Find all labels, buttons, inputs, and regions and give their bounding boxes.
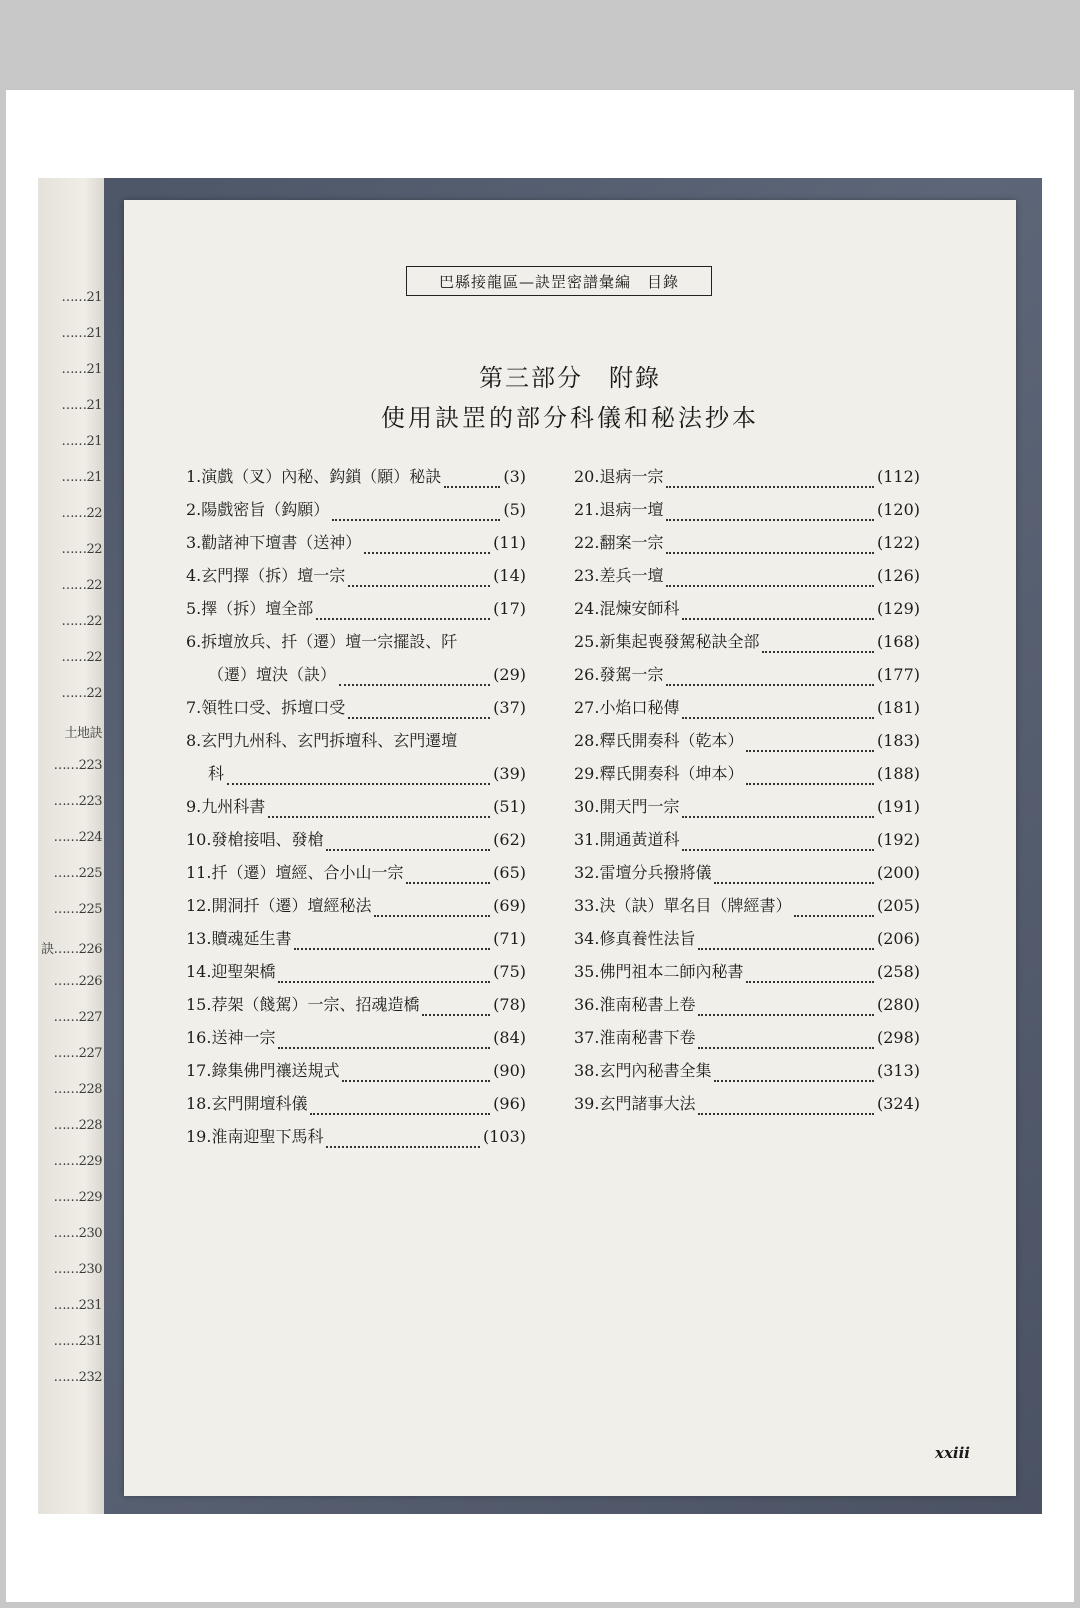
toc-entry-number: 10. (186, 830, 212, 849)
toc-entry-page: (192) (876, 830, 920, 849)
toc-entry-page: (39) (493, 764, 526, 783)
prev-page-entry: ……22 (61, 578, 102, 593)
prev-page-entry: ……22 (61, 650, 102, 665)
toc-entry-title: 拆壇放兵、扦（遷）壇一宗擺設、阡 (201, 632, 458, 651)
toc-entry-title: 玄門內秘書全集 (599, 1061, 712, 1080)
toc-entry-number: 17. (186, 1061, 212, 1080)
toc-entry-number: 29. (574, 764, 600, 783)
leader-dots (444, 486, 500, 488)
toc-entry-page: (75) (493, 962, 526, 981)
toc-entry-page: (96) (493, 1094, 526, 1113)
toc-entry-number: 12. (186, 896, 212, 915)
leader-dots (326, 1146, 480, 1148)
toc-entry (186, 629, 526, 662)
toc-entry-page: (65) (493, 863, 526, 882)
leader-dots (666, 585, 874, 587)
prev-page-entry: ……227 (53, 1010, 102, 1025)
toc-entry-number: 13. (186, 929, 212, 948)
toc-entry-title: 錄集佛門禳送規式 (211, 1061, 340, 1080)
toc-entry-title: 淮南秘書上卷 (599, 995, 696, 1014)
prev-page-entry: ……230 (53, 1226, 102, 1241)
toc-entry-number: 16. (186, 1028, 212, 1047)
toc-entry (574, 695, 920, 728)
toc-entry-page: (122) (876, 533, 920, 552)
toc-entry-title: 玄門九州科、玄門拆壇科、玄門遷壇 (201, 731, 458, 750)
leader-dots (278, 981, 490, 983)
leader-dots (682, 849, 874, 851)
toc-entry (574, 497, 920, 530)
prev-page-entry: ……223 (53, 794, 102, 809)
toc-entry-page: (200) (876, 863, 920, 882)
leader-dots (714, 1080, 874, 1082)
toc-entry-title: 新集起喪發駕秘訣全部 (599, 632, 760, 651)
toc-entry (574, 926, 920, 959)
toc-entry (574, 596, 920, 629)
toc-entry (186, 728, 526, 761)
toc-entry-title: 陽戲密旨（鈎願） (201, 500, 330, 519)
toc-entry-title: 佛門祖本二師內秘書 (599, 962, 744, 981)
prev-page-entry: ……22 (61, 614, 102, 629)
prev-page-entry: 土地訣 (64, 726, 102, 741)
prev-page-entry: ……22 (61, 542, 102, 557)
toc-entry-title: 玄門擇（拆）壇一宗 (201, 566, 346, 585)
prev-page-entry: ……231 (53, 1334, 102, 1349)
toc-entry-title: 釋氏開奏科（乾本） (599, 731, 744, 750)
toc-right-column (574, 464, 920, 1124)
page-number: xxiii (935, 1444, 970, 1462)
toc-entry-page: (103) (482, 1127, 526, 1146)
toc-entry-number: 19. (186, 1127, 212, 1146)
prev-page-entry: ……223 (53, 758, 102, 773)
prev-page-entry: ……21 (61, 470, 102, 485)
toc-entry (186, 695, 526, 728)
toc-entry-title: 釋氏開奏科（坤本） (599, 764, 744, 783)
toc-entry-title: 迎聖架橋 (211, 962, 276, 981)
leader-dots (342, 1080, 490, 1082)
toc-entry-title: （遷）壇決（訣） (208, 665, 337, 684)
leader-dots (746, 783, 874, 785)
prev-page-entry: ……22 (61, 686, 102, 701)
toc-entry-title: 退病一宗 (599, 467, 664, 486)
leader-dots (666, 519, 874, 521)
prev-page-entry: ……229 (53, 1190, 102, 1205)
toc-entry-title: 雷壇分兵撥將儀 (599, 863, 712, 882)
toc-entry-title: 開洞扦（遷）壇經秘法 (211, 896, 372, 915)
toc-entry-page: (112) (876, 467, 920, 486)
previous-page-edge (38, 178, 104, 1514)
toc-entry-number: 33. (574, 896, 600, 915)
toc-entry-page: (258) (876, 962, 920, 981)
toc-entry-page: (3) (503, 467, 526, 486)
leader-dots (326, 849, 490, 851)
leader-dots (406, 882, 490, 884)
toc-entry-title: 淮南迎聖下馬科 (211, 1127, 324, 1146)
toc-entry (574, 629, 920, 662)
toc-entry-title: 淮南秘書下卷 (599, 1028, 696, 1047)
book-photo (38, 178, 1042, 1514)
prev-page-entry: ……226 (53, 974, 102, 989)
toc-entry-title: 勸諸神下壇書（送神） (201, 533, 362, 552)
toc-entry-number: 3. (186, 533, 202, 552)
toc-entry-number: 39. (574, 1094, 600, 1113)
toc-entry-page: (37) (493, 698, 526, 717)
leader-dots (666, 486, 874, 488)
toc-entry (186, 761, 526, 794)
toc-entry-number: 30. (574, 797, 600, 816)
toc-entry-number: 9. (186, 797, 202, 816)
toc-entry-number: 35. (574, 962, 600, 981)
toc-entry-page: (191) (876, 797, 920, 816)
toc-entry-title: 混煉安師科 (599, 599, 680, 618)
prev-page-entry: ……228 (53, 1118, 102, 1133)
toc-entry-page: (280) (876, 995, 920, 1014)
toc-entry-title: 送神一宗 (211, 1028, 276, 1047)
toc-entry-title: 玄門諸事大法 (599, 1094, 696, 1113)
toc-entry-number: 25. (574, 632, 600, 651)
toc-entry-page: (206) (876, 929, 920, 948)
toc-entry-title: 贖魂延生書 (211, 929, 292, 948)
leader-dots (374, 915, 490, 917)
toc-entry (574, 563, 920, 596)
leader-dots (746, 750, 874, 752)
toc-entry (186, 662, 526, 695)
toc-entry (574, 1058, 920, 1091)
leader-dots (364, 552, 490, 554)
toc-entry-number: 23. (574, 566, 600, 585)
part-subtitle: 使用訣罡的部分科儀和秘法抄本 (381, 404, 759, 432)
toc-entry-number: 28. (574, 731, 600, 750)
toc-entry (186, 464, 526, 497)
toc-entry (574, 992, 920, 1025)
leader-dots (714, 882, 874, 884)
toc-entry-number: 11. (186, 863, 212, 882)
toc-entry-number: 1. (186, 467, 202, 486)
toc-entry (574, 1091, 920, 1124)
toc-entry-page: (181) (876, 698, 920, 717)
toc-entry-page: (126) (876, 566, 920, 585)
leader-dots (294, 948, 490, 950)
toc-entry-title: 發槍接唱、發槍 (211, 830, 324, 849)
toc-entry-number: 24. (574, 599, 600, 618)
leader-dots (227, 783, 490, 785)
toc-entry-title: 差兵一壇 (599, 566, 664, 585)
toc-entry-page: (90) (493, 1061, 526, 1080)
toc-entry-number: 8. (186, 731, 202, 750)
toc-entry-page: (183) (876, 731, 920, 750)
prev-page-entry: ……225 (53, 866, 102, 881)
toc-entry-number: 38. (574, 1061, 600, 1080)
prev-page-entry: ……21 (61, 326, 102, 341)
prev-page-entry: ……21 (61, 362, 102, 377)
toc-entry (186, 794, 526, 827)
toc-entry-title: 領牲口受、拆壇口受 (201, 698, 346, 717)
toc-entry (186, 497, 526, 530)
toc-entry (186, 563, 526, 596)
toc-entry (186, 959, 526, 992)
toc-entry-page: (313) (876, 1061, 920, 1080)
leader-dots (682, 816, 874, 818)
prev-page-entry: ……232 (53, 1370, 102, 1385)
toc-entry-number: 22. (574, 533, 600, 552)
toc-entry (574, 860, 920, 893)
leader-dots (698, 1047, 874, 1049)
toc-entry (186, 1091, 526, 1124)
toc-entry (574, 728, 920, 761)
prev-page-entry: ……227 (53, 1046, 102, 1061)
leader-dots (666, 684, 874, 686)
leader-dots (422, 1014, 490, 1016)
toc-entry-page: (29) (493, 665, 526, 684)
toc-entry (186, 860, 526, 893)
toc-entry-number: 7. (186, 698, 202, 717)
toc-entry-number: 34. (574, 929, 600, 948)
toc-entry-page: (84) (493, 1028, 526, 1047)
toc-entry-page: (69) (493, 896, 526, 915)
prev-page-entry: ……224 (53, 830, 102, 845)
prev-page-entry: ……228 (53, 1082, 102, 1097)
toc-entry (186, 926, 526, 959)
toc-entry-title: 開通黃道科 (599, 830, 680, 849)
toc-entry-number: 4. (186, 566, 202, 585)
toc-entry-title: 擇（拆）壇全部 (201, 599, 314, 618)
toc-entry-page: (5) (503, 500, 526, 519)
toc-entry-number: 5. (186, 599, 202, 618)
toc-entry-number: 31. (574, 830, 600, 849)
toc-entry-title: 退病一壇 (599, 500, 664, 519)
leader-dots (332, 519, 500, 521)
prev-page-entry: ……21 (61, 434, 102, 449)
toc-entry-page: (168) (876, 632, 920, 651)
prev-page-entry: ……231 (53, 1298, 102, 1313)
toc-entry-title: 發駕一宗 (599, 665, 664, 684)
toc-entry-number: 32. (574, 863, 600, 882)
toc-entry-title: 玄門開壇科儀 (211, 1094, 308, 1113)
toc-entry-number: 20. (574, 467, 600, 486)
leader-dots (348, 717, 490, 719)
toc-entry-page: (177) (876, 665, 920, 684)
toc-entry (574, 827, 920, 860)
toc-entry (574, 1025, 920, 1058)
leader-dots (339, 684, 490, 686)
toc-entry-page: (11) (493, 533, 526, 552)
toc-entry-number: 27. (574, 698, 600, 717)
toc-entry (186, 1058, 526, 1091)
toc-entry (574, 794, 920, 827)
leader-dots (698, 1113, 874, 1115)
toc-entry (186, 992, 526, 1025)
toc-entry-number: 21. (574, 500, 600, 519)
book-page (124, 200, 1016, 1496)
leader-dots (310, 1113, 490, 1115)
toc-entry (186, 827, 526, 860)
toc-entry-title: 九州科書 (201, 797, 266, 816)
toc-entry (186, 1025, 526, 1058)
toc-entry (574, 761, 920, 794)
toc-entry-number: 36. (574, 995, 600, 1014)
toc-entry-title: 小焰口秘傳 (599, 698, 680, 717)
toc-entry-number: 37. (574, 1028, 600, 1047)
leader-dots (348, 585, 490, 587)
leader-dots (698, 1014, 874, 1016)
toc-entry-number: 26. (574, 665, 600, 684)
leader-dots (666, 552, 874, 554)
toc-entry (186, 1124, 526, 1157)
toc-entry-page: (188) (876, 764, 920, 783)
prev-page-entry: ……21 (61, 398, 102, 413)
leader-dots (682, 717, 874, 719)
leader-dots (698, 948, 874, 950)
toc-entry-number: 14. (186, 962, 212, 981)
prev-page-entry: ……21 (61, 290, 102, 305)
toc-entry-title: 決（訣）單名目（牌經書） (599, 896, 792, 915)
toc-entry (574, 662, 920, 695)
prev-page-entry: ……229 (53, 1154, 102, 1169)
toc-entry-number: 6. (186, 632, 202, 651)
part-title: 第三部分 附錄 (479, 364, 661, 392)
toc-entry-title: 扦（遷）壇經、合小山一宗 (211, 863, 404, 882)
leader-dots (762, 651, 874, 653)
toc-entry-title: 荐架（餞駕）一宗、招魂造橋 (211, 995, 420, 1014)
toc-entry-number: 18. (186, 1094, 212, 1113)
leader-dots (316, 618, 490, 620)
toc-entry-page: (205) (876, 896, 920, 915)
toc-left-column (186, 464, 526, 1157)
toc-entry-page: (17) (493, 599, 526, 618)
leader-dots (268, 816, 490, 818)
leader-dots (746, 981, 874, 983)
leader-dots (278, 1047, 490, 1049)
toc-entry (574, 959, 920, 992)
toc-entry-title: 翻案一宗 (599, 533, 664, 552)
toc-entry-page: (129) (876, 599, 920, 618)
prev-page-entry: ……225 (53, 902, 102, 917)
running-header: 巴縣接龍區—訣罡密譜彙編 目錄 (406, 266, 712, 296)
toc-entry-page: (78) (493, 995, 526, 1014)
toc-entry-title: 修真養性法旨 (599, 929, 696, 948)
toc-entry-title: 演戲（叉）內秘、鈎鎖（願）秘訣 (201, 467, 442, 486)
leader-dots (682, 618, 874, 620)
prev-page-entry: ……230 (53, 1262, 102, 1277)
toc-entry-number: 15. (186, 995, 212, 1014)
toc-entry-title: 開天門一宗 (599, 797, 680, 816)
toc-entry (574, 530, 920, 563)
toc-entry-page: (298) (876, 1028, 920, 1047)
toc-entry (574, 893, 920, 926)
toc-entry-page: (51) (493, 797, 526, 816)
toc-entry-page: (71) (493, 929, 526, 948)
toc-entry (186, 530, 526, 563)
toc-entry-page: (14) (493, 566, 526, 585)
toc-entry-page: (324) (876, 1094, 920, 1113)
toc-entry-page: (120) (876, 500, 920, 519)
toc-entry-number: 2. (186, 500, 202, 519)
leader-dots (794, 915, 874, 917)
prev-page-entry: ……22 (61, 506, 102, 521)
toc-entry-title: 科 (208, 764, 225, 783)
toc-entry-page: (62) (493, 830, 526, 849)
toc-entry (574, 464, 920, 497)
prev-page-entry: 訣……226 (41, 942, 102, 957)
toc-entry (186, 893, 526, 926)
toc-entry (186, 596, 526, 629)
